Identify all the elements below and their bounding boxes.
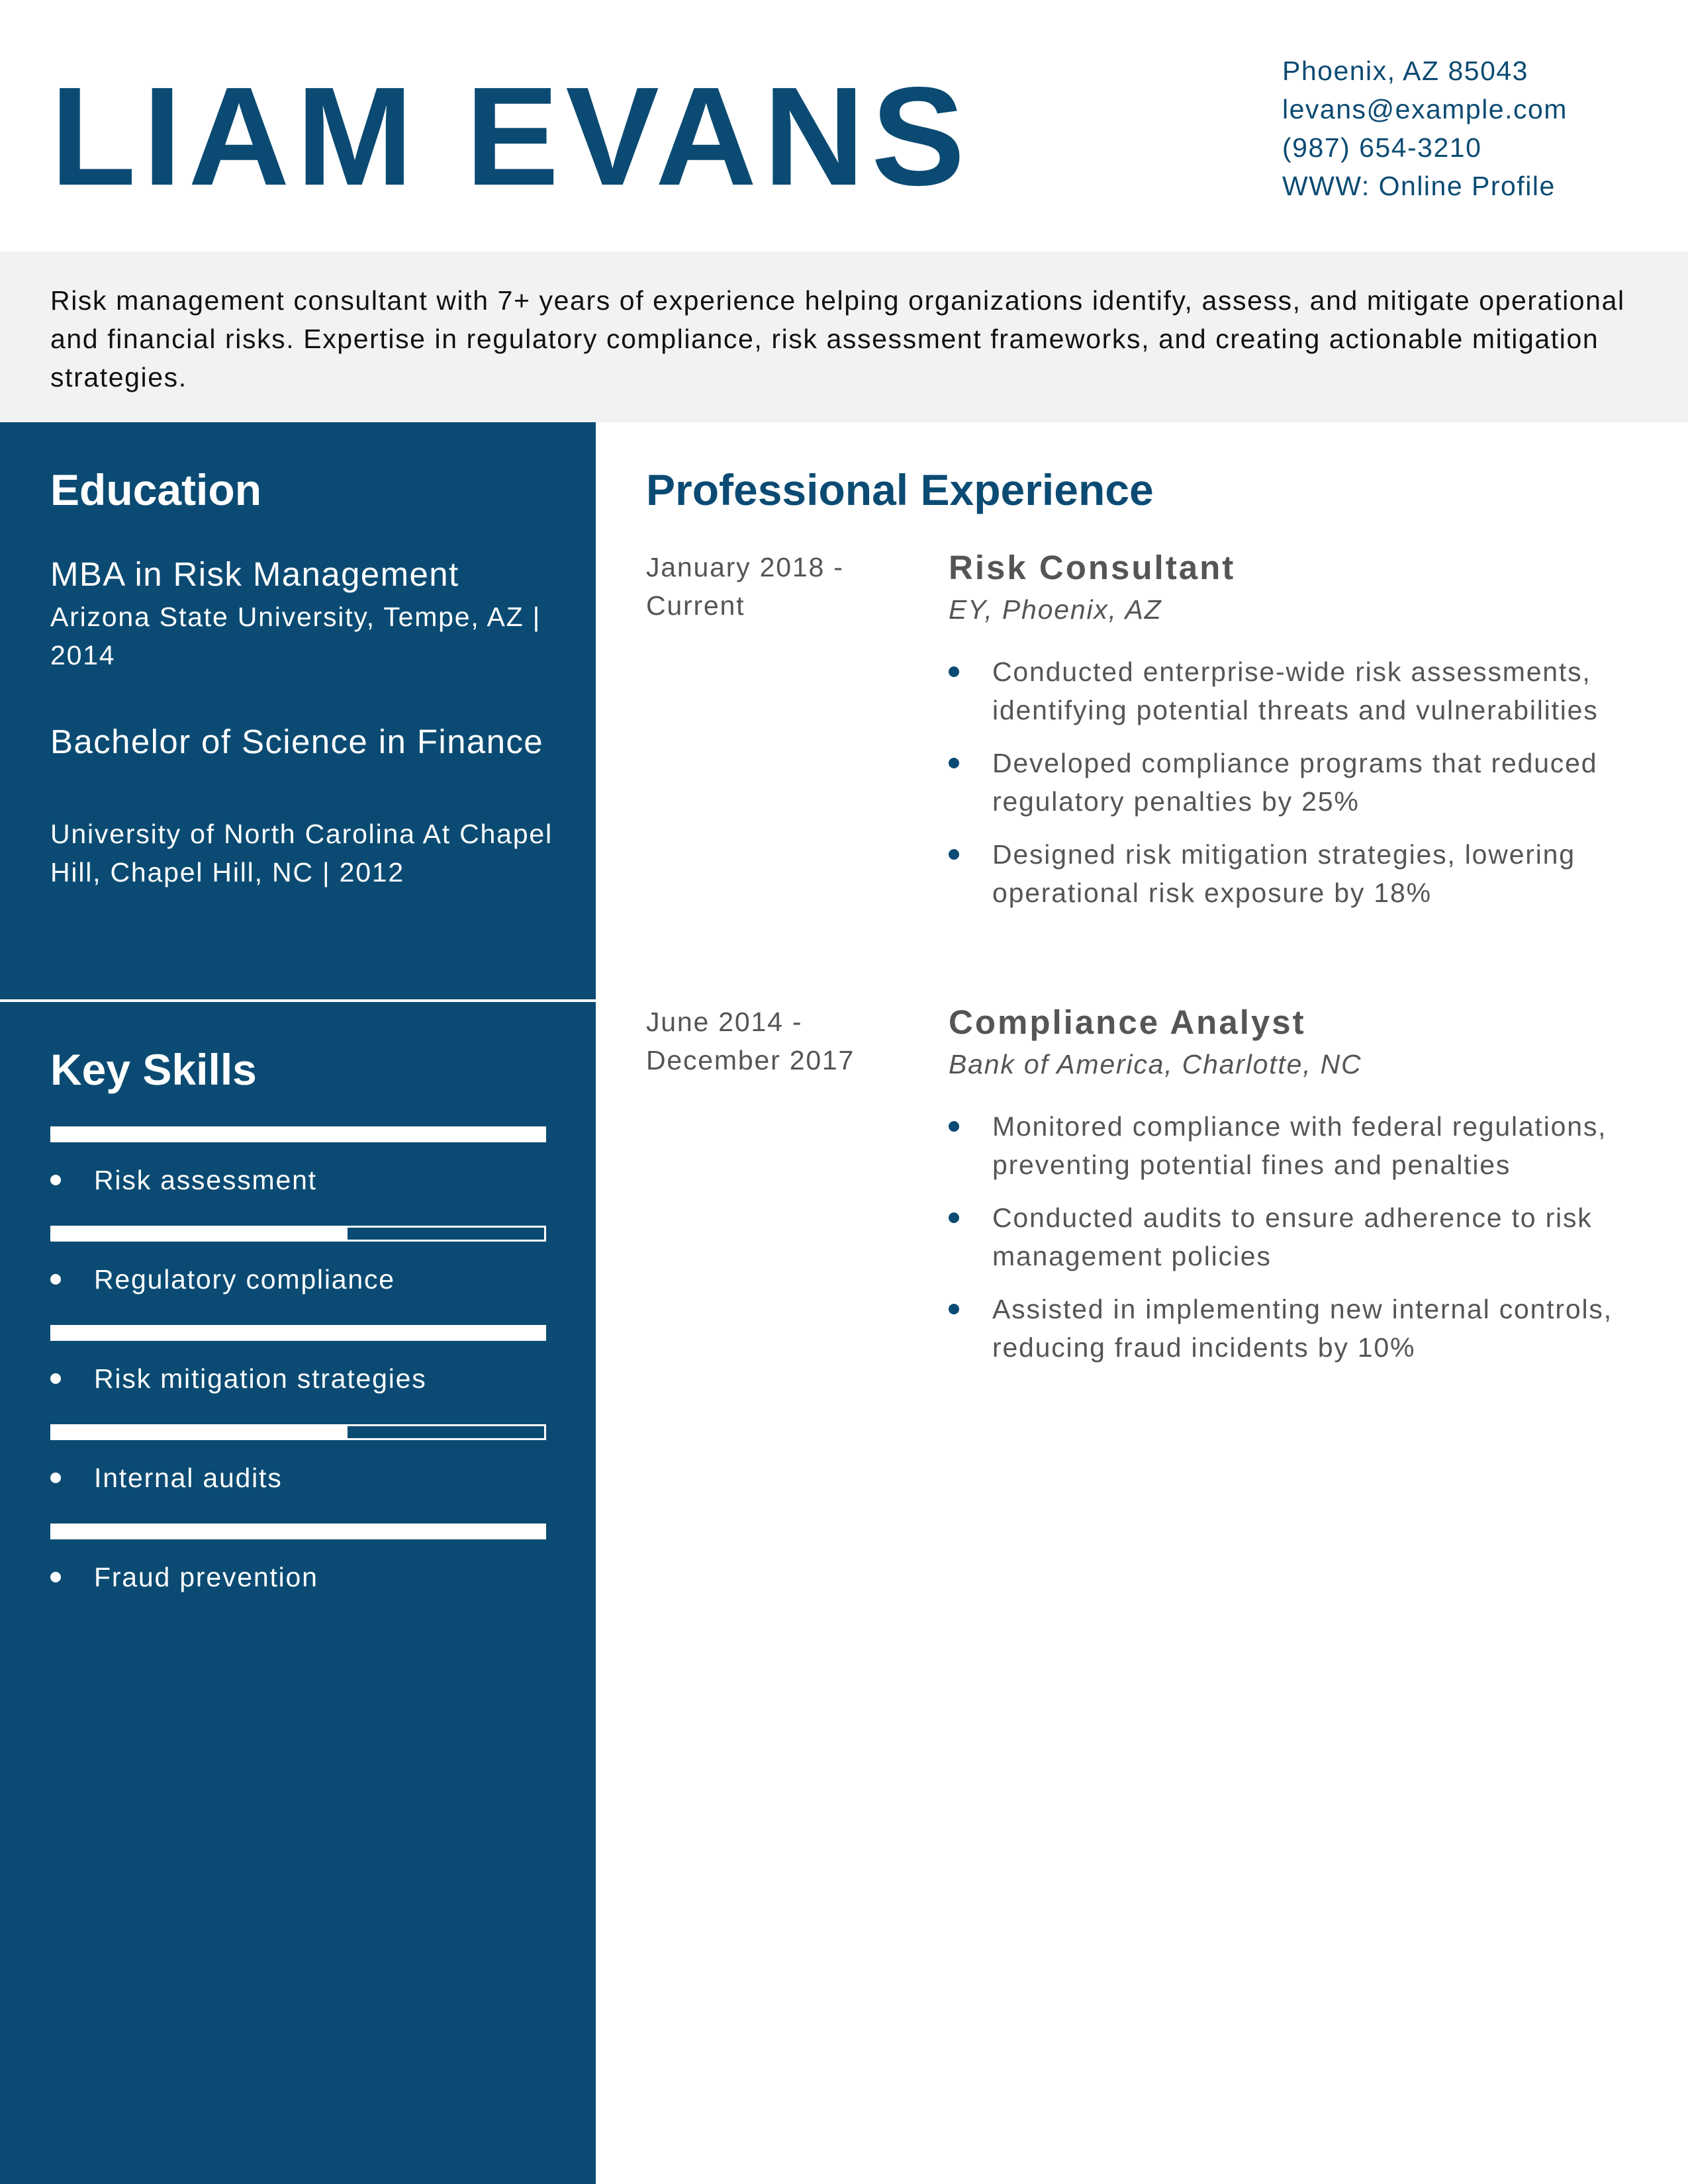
job-bullet (949, 744, 1670, 821)
bullet-icon (50, 1373, 61, 1384)
job-bullet (949, 1290, 1670, 1367)
job-details (949, 1003, 1670, 1381)
skill-item (50, 1557, 567, 1597)
contact-location: Phoenix, AZ 85043 (1282, 56, 1528, 86)
bullet-icon (949, 849, 959, 860)
job-company: EY, Phoenix, AZ (949, 594, 1162, 625)
skill-label: Regulatory compliance (94, 1264, 395, 1295)
skill-item (50, 1160, 567, 1200)
skill-label: Risk assessment (94, 1165, 317, 1195)
sidebar-divider (0, 999, 596, 1002)
bullet-icon (50, 1175, 61, 1185)
contact-info (1282, 52, 1653, 205)
skill-item (50, 1458, 567, 1498)
job-dates: January 2018 - Current (646, 552, 844, 621)
job-bullet (949, 653, 1670, 729)
job-bullet-text: Conducted audits to ensure adherence to risk management policies (992, 1203, 1593, 1271)
skill-level-fill (52, 1128, 544, 1140)
job-bullet-text: Assisted in implementing new internal controls, reducing fraud incidents by 10% (992, 1294, 1613, 1363)
candidate-name: LIAM EVANS (50, 58, 972, 214)
experience-heading: Professional Experience (646, 465, 1154, 514)
skill-level-bar (50, 1325, 546, 1341)
skill-label: Risk mitigation strategies (94, 1363, 427, 1394)
job-company: Bank of America, Charlotte, NC (949, 1049, 1362, 1079)
job-bullet-list (949, 653, 1670, 912)
education-degree-2: Bachelor of Science in Finance (50, 723, 544, 760)
summary-band (0, 251, 1688, 422)
main-column (596, 422, 1688, 2184)
bullet-icon (949, 758, 959, 768)
job-title: Compliance Analyst (949, 1003, 1306, 1041)
skill-level-fill (52, 1525, 544, 1537)
bullet-icon (949, 666, 959, 677)
education-heading: Education (50, 465, 262, 514)
skills-heading: Key Skills (50, 1045, 257, 1094)
bullet-icon (949, 1121, 959, 1132)
job-bullet (949, 1199, 1670, 1275)
contact-website[interactable]: WWW: Online Profile (1282, 171, 1556, 201)
job-bullet-text: Monitored compliance with federal regulations, preventing potential fines and penalties (992, 1111, 1607, 1180)
skill-item (50, 1359, 567, 1398)
skill-level-fill (52, 1426, 348, 1438)
skill-label: Fraud prevention (94, 1562, 318, 1592)
job-title: Risk Consultant (949, 549, 1236, 586)
bullet-icon (50, 1473, 61, 1483)
education-degree-1: MBA in Risk Management (50, 555, 459, 593)
skill-item (50, 1259, 567, 1299)
job-dates: June 2014 - December 2017 (646, 1007, 855, 1075)
job-bullet (949, 835, 1670, 912)
bullet-icon (50, 1572, 61, 1582)
job-bullet-text: Developed compliance programs that reduced regulatory penalties by 25% (992, 748, 1598, 817)
bullet-icon (949, 1212, 959, 1223)
skill-level-bar (50, 1126, 546, 1142)
job-bullet-list (949, 1107, 1670, 1367)
education-school-1: Arizona State University, Tempe, AZ | 2014 (50, 602, 541, 670)
education-school-2: University of North Carolina At Chapel Hill, Chapel Hill, NC | 2012 (50, 819, 553, 887)
resume-header (0, 0, 1688, 251)
job-bullet (949, 1107, 1670, 1184)
job-bullet-text: Designed risk mitigation strategies, lowering operational risk exposure by 18% (992, 839, 1575, 908)
bullet-icon (50, 1274, 61, 1285)
sidebar (0, 422, 596, 2184)
skill-level-bar (50, 1226, 546, 1242)
summary-text: Risk management consultant with 7+ years of experience helping organizations identify, assess, and mitigate operational and financial risks. Expertise in regulatory compliance, risk assessment frameworks, and creating actionable mitigation strategies. (50, 285, 1625, 392)
contact-email[interactable]: levans@example.com (1282, 94, 1568, 124)
skill-level-bar (50, 1424, 546, 1440)
job-details (949, 548, 1670, 927)
skill-level-fill (52, 1228, 348, 1240)
skill-label: Internal audits (94, 1463, 283, 1493)
contact-phone[interactable]: (987) 654-3210 (1282, 132, 1482, 163)
bullet-icon (949, 1304, 959, 1314)
job-bullet-text: Conducted enterprise-wide risk assessments, identifying potential threats and vulnerabilities (992, 657, 1599, 725)
skill-level-fill (52, 1327, 544, 1339)
skill-level-bar (50, 1524, 546, 1539)
